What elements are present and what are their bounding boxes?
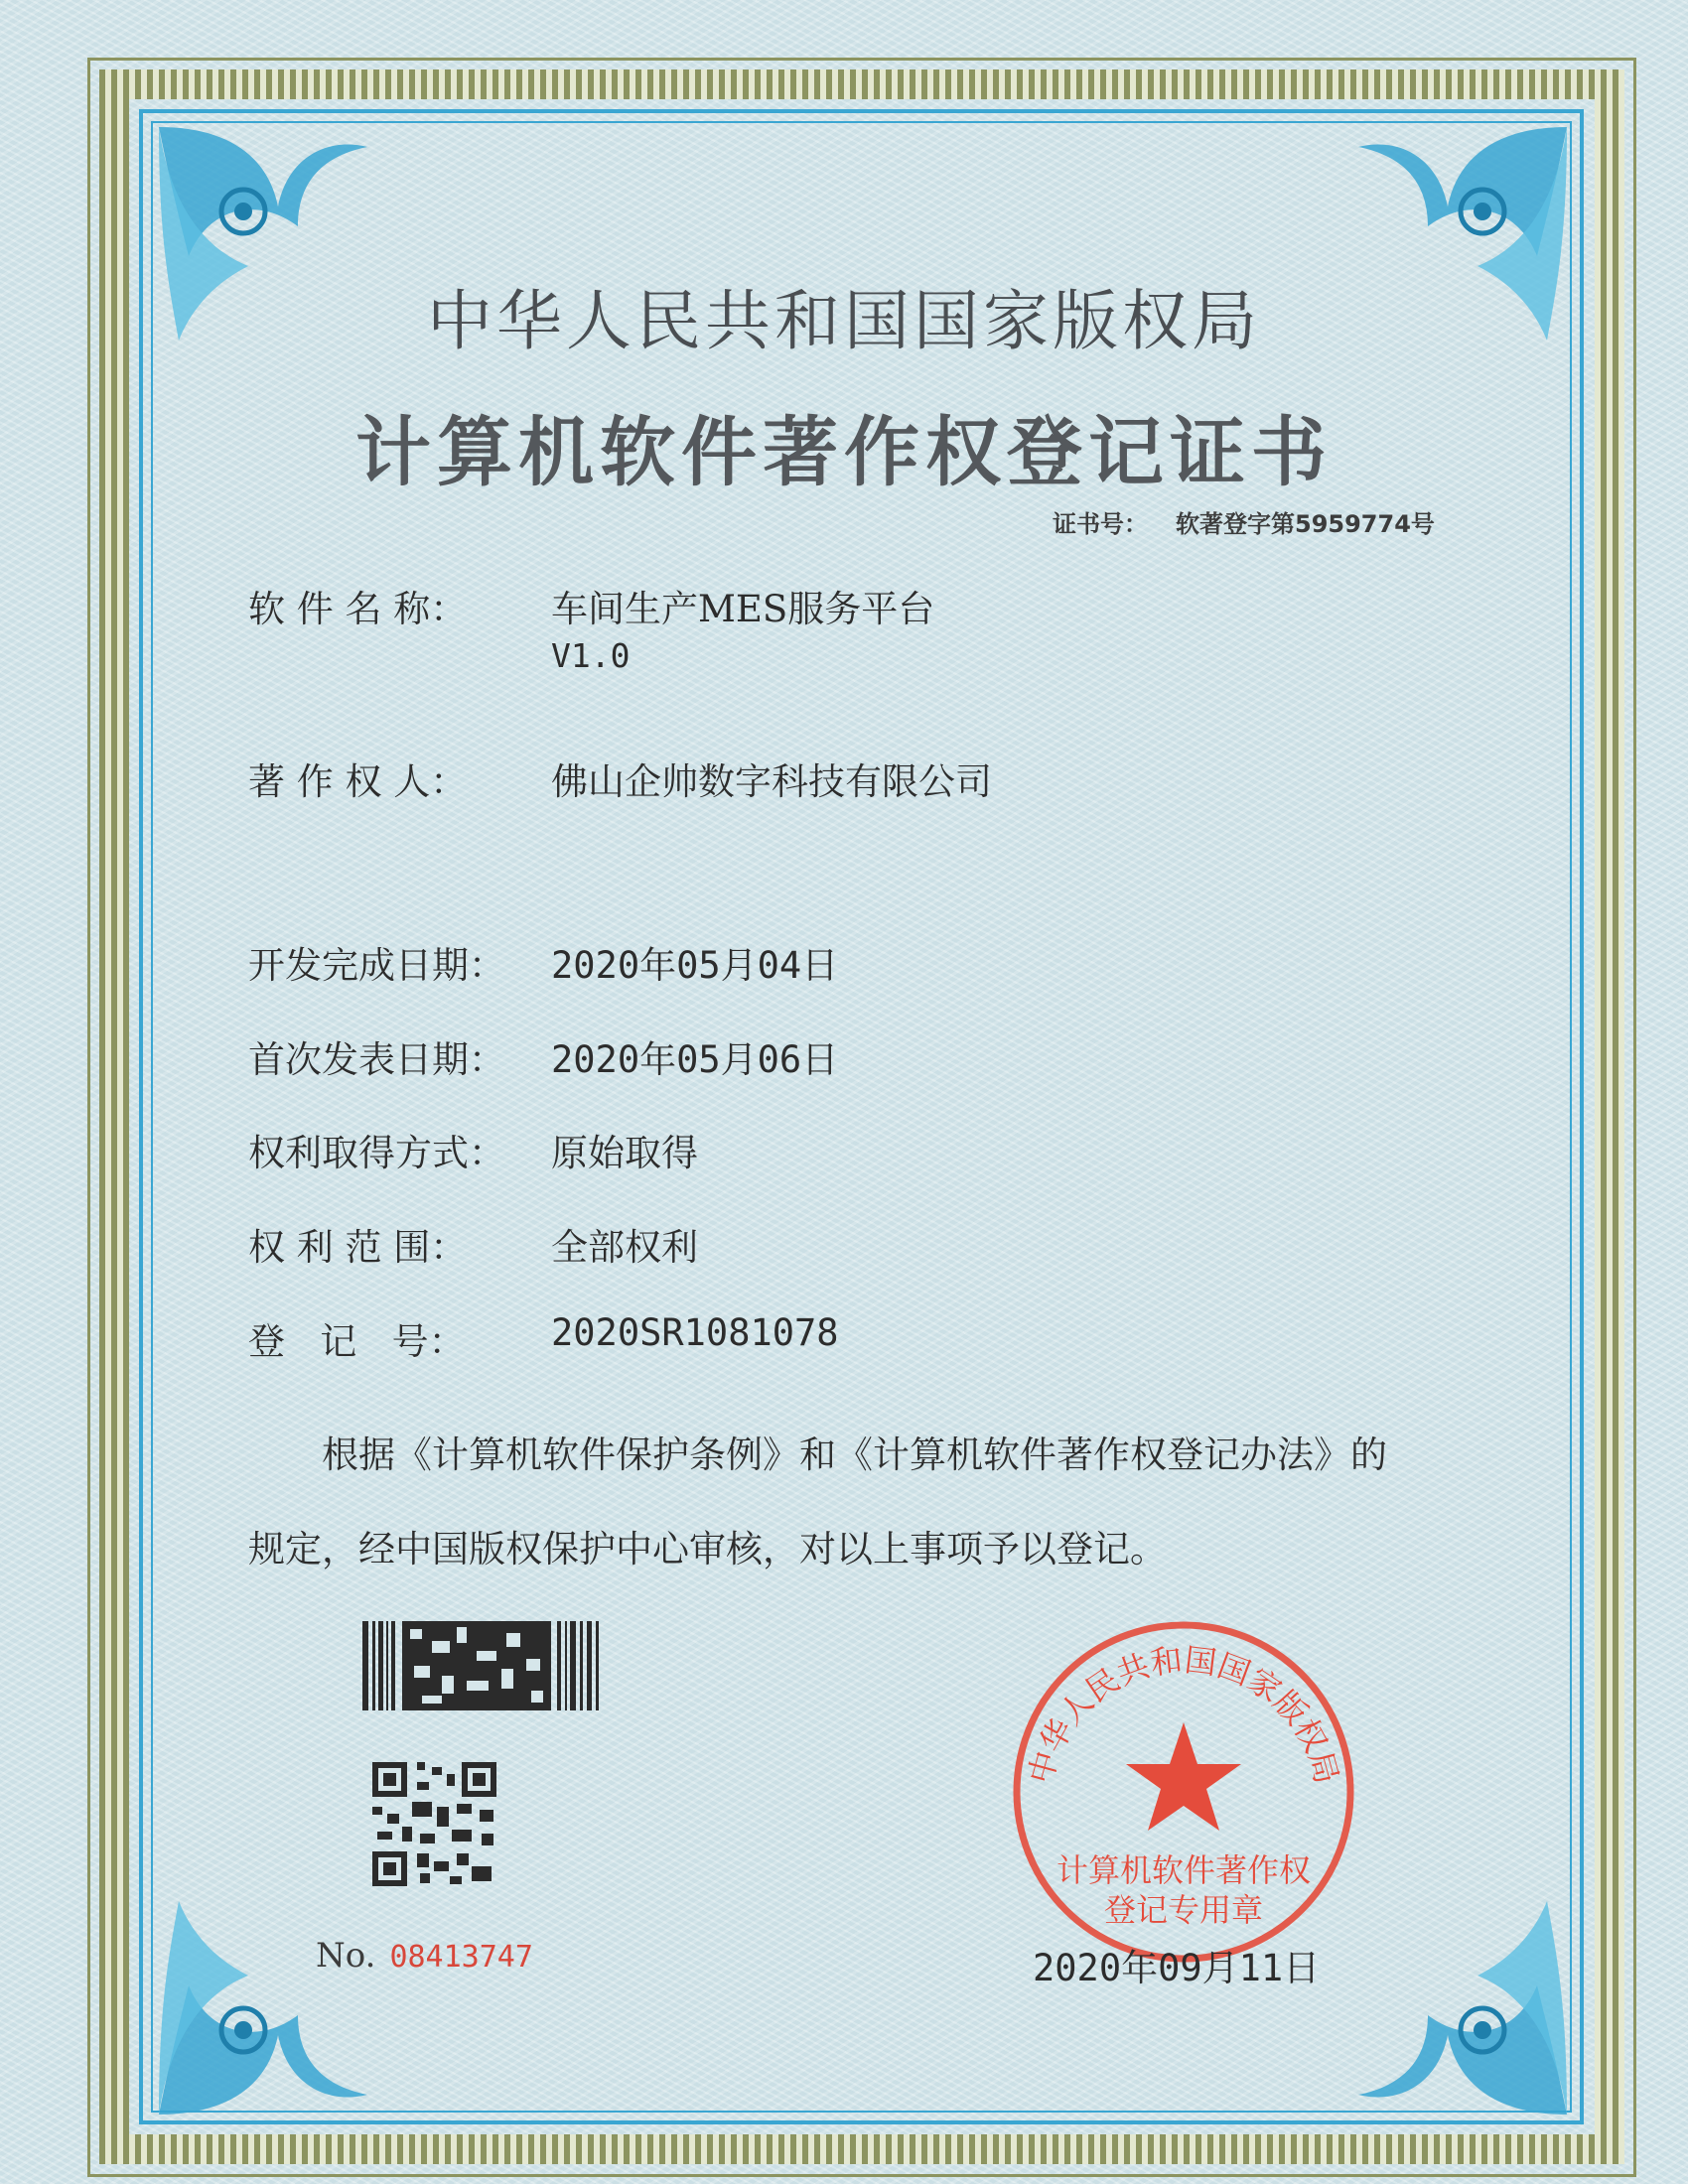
copyright-owner-value: 佛山企帅数字科技有限公司 [551,760,992,803]
serial-number-value: 08413747 [389,1940,533,1975]
certificate-number-value: 软著登字第5959774号 [1176,510,1435,538]
serial-number-prefix: No. [316,1936,376,1976]
acquisition-method-value: 原始取得 [551,1132,698,1174]
rights-scope-value: 全部权利 [551,1226,698,1269]
official-seal-star-icon [1126,1722,1241,1831]
rights-scope-label: 权 利 范 围： [248,1226,468,1269]
copyright-owner-label: 著 作 权 人： [248,760,468,803]
acquisition-method-label: 权利取得方式： [248,1132,505,1174]
certificate-number-label: 证书号： [1053,510,1148,538]
development-date-value: 2020年05月04日 [551,944,839,987]
software-name-value: 车间生产MES服务平台 [551,588,935,630]
seal-outer-text: 中华人民共和国国家版权局 [1021,1640,1346,1788]
seal-inner-line-2: 登记专用章 [1103,1891,1264,1929]
field-software-name [248,579,934,675]
issue-date: 2020年09月11日 [1033,1947,1321,1989]
corner-ornament-bottom-right [1348,1896,1577,2124]
field-registration-number [248,1311,839,1365]
publication-date-label: 首次发表日期： [248,1038,505,1081]
statement-line-2: 规定，经中国版权保护中心审核，对以上事项予以登记。 [248,1528,1167,1570]
issuing-authority: 中华人民共和国国家版权局 [427,283,1261,359]
official-seal [1005,1613,1362,1971]
seal-inner-line-1: 计算机软件著作权 [1055,1851,1312,1889]
development-date-label: 开发完成日期： [248,944,505,987]
registration-number-value: 2020SR1081078 [551,1311,839,1354]
certificate-number [1053,504,1435,539]
publication-date-value: 2020年05月06日 [551,1038,839,1081]
barcode-icon [362,1621,601,1710]
statement-line-1: 根据《计算机软件保护条例》和《计算机软件著作权登记办法》的 [322,1433,1387,1476]
qr-code-icon [372,1762,496,1886]
registration-number-label: 登 记 号： [248,1320,466,1363]
software-name-label: 软 件 名 称： [248,588,468,630]
field-copyright-owner [248,751,992,805]
field-rights-scope [248,1217,698,1271]
certificate-title: 计算机软件著作权登记证书 [355,408,1333,496]
field-publication-date [248,1029,838,1083]
software-version: V1.0 [551,636,631,675]
corner-ornament-bottom-left [149,1896,377,2124]
serial-number [316,1936,533,1976]
field-acquisition-method [248,1123,698,1176]
field-development-date [248,935,838,989]
